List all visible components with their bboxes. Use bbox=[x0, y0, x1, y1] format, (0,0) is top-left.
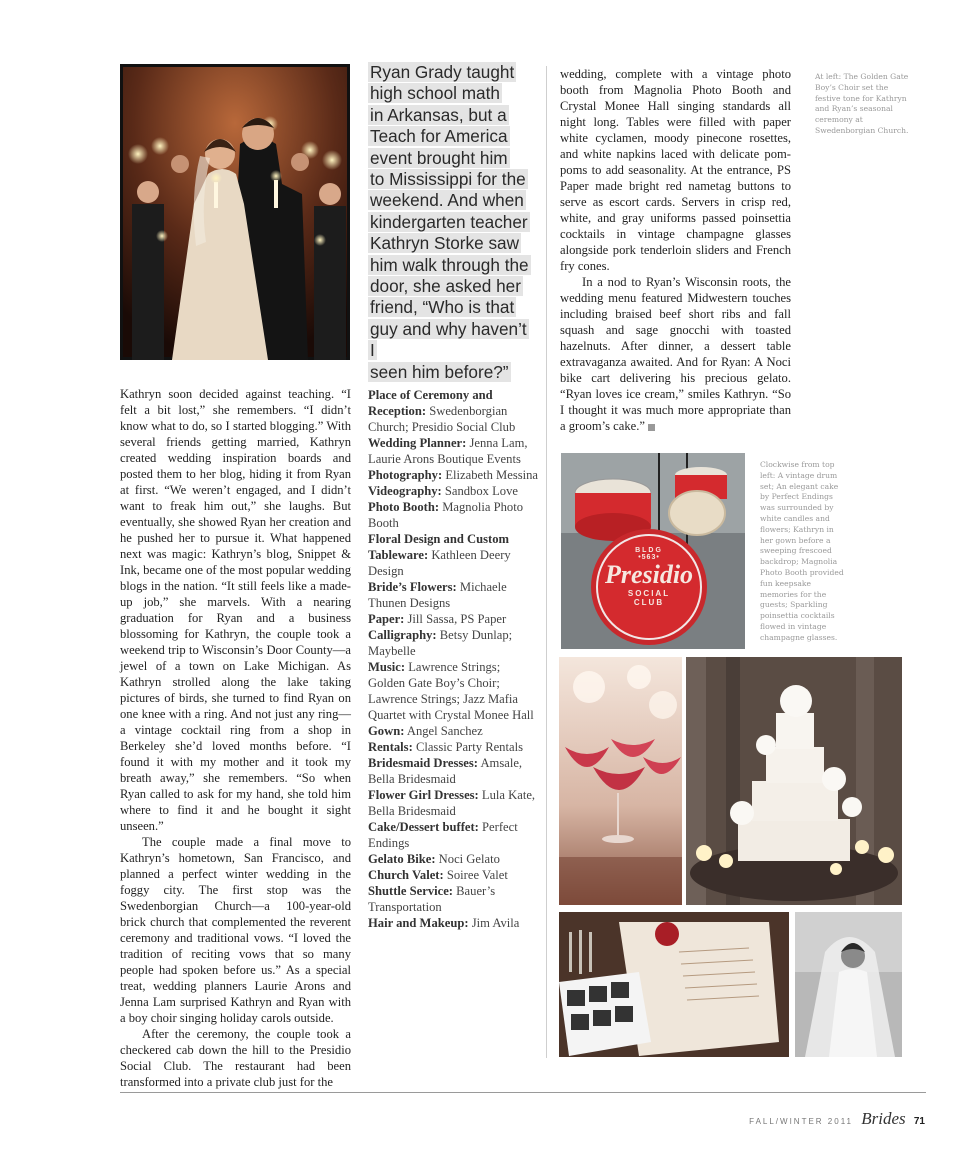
credit-label: Shuttle Service: bbox=[368, 884, 453, 898]
credit-item bbox=[368, 851, 538, 867]
pull-quote-line: Kathryn Storke saw bbox=[370, 233, 520, 254]
credit-item bbox=[368, 787, 538, 819]
body-column-3 bbox=[560, 66, 791, 434]
page-number: 71 bbox=[913, 1116, 925, 1127]
credit-value: Jim Avila bbox=[471, 916, 520, 930]
body-paragraph-text: In a nod to Ryan’s Wisconsin roots, the wedding menu featured Midwestern touches including braised beef short ribs and fall squash and sage gnocchi with toasted hazelnuts. After dinner, a dessert table extravaganza awaited. And for Ryan: A Noci bike cart delivering his precious gelato. “Ryan loves ice cream,” smiles Kathryn. “So I thought it was much more appropriate than a groom’s cake.” bbox=[560, 275, 791, 433]
pull-quote-line: Teach for America bbox=[370, 126, 508, 147]
drum-text-club: CLUB bbox=[633, 598, 665, 607]
pull-quote-line: guy and why haven’t I bbox=[370, 318, 527, 361]
footer-rule bbox=[120, 1092, 926, 1093]
caption-ceremony: At left: The Golden Gate Boy’s Choir set the festive tone for Kathryn and Ryan’s seasonal ceremony at Swedenborgian Church. bbox=[815, 72, 909, 135]
cake-photo bbox=[686, 657, 902, 905]
pull-quote-line: kindergarten teacher bbox=[370, 211, 528, 232]
end-mark-icon bbox=[648, 424, 655, 431]
credit-value: Michaele Thunen Designs bbox=[368, 580, 507, 610]
credit-value: Noci Gelato bbox=[438, 852, 500, 866]
credit-label: Place of Ceremony and Reception: bbox=[368, 388, 493, 418]
caption-collage: Clockwise from top left: A vintage drum set; An elegant cake by Perfect Endings was surrounded by white candles and flowers; Kathryn in her gown before a sweeping frescoed backdrop; Magnolia Photo Booth provided fun keepsake memories for the guests; Sparkling poinsettia cocktails flowed in vintage champagne glasses. bbox=[760, 460, 844, 642]
credit-item bbox=[368, 435, 538, 467]
issue-date: FALL/WINTER 2011 bbox=[749, 1117, 854, 1126]
credit-item bbox=[368, 499, 538, 531]
body-paragraph: The couple made a final move to Kathryn’s hometown, San Francisco, and planned a perfect winter wedding in the foggy city. The first stop was the Swedenborgian Church—a 100-year-old brick church that complemented the reverent ceremony and traditional vows. “I loved the tradition of reciting vows that so many people had spoken before us.” As a special treat, wedding planners Laurie Arons and Jenna Lam surprised Kathryn and Ryan with a boy choir singing holiday carols outside. bbox=[120, 835, 351, 1025]
credit-label: Paper: bbox=[368, 612, 405, 626]
credit-value: Magnolia Photo Booth bbox=[368, 500, 523, 530]
credit-label: Music: bbox=[368, 660, 406, 674]
ceremony-photo bbox=[120, 64, 350, 360]
credit-label: Gelato Bike: bbox=[368, 852, 436, 866]
credit-value: Elizabeth Messina bbox=[445, 468, 539, 482]
credit-label: Photo Booth: bbox=[368, 500, 440, 514]
body-column-1 bbox=[120, 386, 351, 1090]
credit-value: Betsy Dunlap; Maybelle bbox=[368, 628, 513, 658]
credit-item bbox=[368, 739, 538, 755]
drum-text-social: SOCIAL bbox=[627, 589, 671, 598]
credit-label: Hair and Makeup: bbox=[368, 916, 469, 930]
credit-item bbox=[368, 627, 538, 659]
credit-value: Jenna Lam, Laurie Arons Boutique Events bbox=[368, 436, 528, 466]
credit-label: Floral Design and Custom Tableware: bbox=[368, 532, 509, 562]
pull-quote-line: high school math bbox=[370, 83, 500, 104]
body-paragraph bbox=[560, 274, 791, 434]
credit-item bbox=[368, 483, 538, 499]
credit-item bbox=[368, 659, 538, 723]
drum-text-number: •563• bbox=[638, 554, 660, 561]
credit-item bbox=[368, 723, 538, 739]
pull-quote-line: him walk through the bbox=[370, 254, 529, 275]
credit-item bbox=[368, 579, 538, 611]
credit-value: Lawrence Strings; Golden Gate Boy’s Choir; Lawrence Strings; Jazz Mafia Quartet with Crystal Monee Hall bbox=[368, 660, 534, 722]
credit-item bbox=[368, 883, 538, 915]
drum-photo bbox=[561, 453, 745, 649]
credit-value: Jill Sassa, PS Paper bbox=[407, 612, 507, 626]
cocktails-photo bbox=[559, 657, 682, 905]
drum-text-bldg: BLDG bbox=[635, 547, 663, 554]
pull-quote-line: in Arkansas, but a bbox=[370, 104, 507, 125]
credit-label: Bride’s Flowers: bbox=[368, 580, 457, 594]
pull-quote-line: seen him before?” bbox=[370, 361, 509, 382]
credit-label: Videography: bbox=[368, 484, 442, 498]
credit-value: Swedenborgian Church; Presidio Social Club bbox=[368, 404, 516, 434]
credit-item bbox=[368, 819, 538, 851]
credit-item bbox=[368, 611, 538, 627]
credit-label: Cake/Dessert buffet: bbox=[368, 820, 479, 834]
credit-label: Church Valet: bbox=[368, 868, 444, 882]
body-paragraph: wedding, complete with a vintage photo booth from Magnolia Photo Booth and Crystal Monee Hall singing standards all night long. Tables were filled with paper white cyclamen, moody pinecone rosettes, and white napkins laced with delicate pom-poms to add seasonality. At the entrance, PS Paper made bright red nametag buttons to serve as escort cards. Servers in crisp red, white, and gray uniforms passed poinsettia cocktails in vintage champagne glasses alongside pork tenderloin sliders and French fry cones. bbox=[560, 67, 791, 273]
credit-label: Flower Girl Dresses: bbox=[368, 788, 479, 802]
credit-value: Classic Party Rentals bbox=[415, 740, 523, 754]
credit-value: Kathleen Deery Design bbox=[368, 548, 511, 578]
pull-quote-line: Ryan Grady taught bbox=[370, 62, 515, 82]
body-paragraph: After the ceremony, the couple took a checkered cab down the hill to the Presidio Social Club. The restaurant had been transformed into a private club just for the bbox=[120, 1027, 351, 1089]
page-footer bbox=[700, 1109, 925, 1129]
credit-value: Bauer’s Transportation bbox=[368, 884, 496, 914]
credit-item bbox=[368, 387, 538, 435]
body-paragraph: Kathryn soon decided against teaching. “I felt a bit lost,” she remembers. “I didn’t know what to do, so I started blogging.” With several friends getting married, Kathryn created wedding inspiration boards and posted them to her blog, hiding it from Ryan at first. “We weren’t engaged, and I didn’t want to freak him out,” she laughs. But eventually, she showed Ryan her creation and he pushed her to pursue it. What happened next was magic: Kathryn’s blog, Snippet & Ink, became one of the most popular wedding blogs in the nation. “It still feels like a made-up job,” she marvels. With a nearing graduation for Ryan and a business blossoming for Kathryn, the couple took a weekend trip to Wisconsin’s Door County—a jewel of a town on Lake Michigan. As Kathryn strolled along the lake taking pictures of birds, she turned to find Ryan on one knee with a ring. And not just any ring—a vintage cocktail ring from a shop in Berkeley she’d loved months before. “I found it with my mother and it took my breath away,” she remembers. “So when Ryan called to ask for my hand, she told him where to find it and he bought it sight unseen.” bbox=[120, 387, 351, 833]
pull-quote-line: event brought him bbox=[370, 147, 508, 168]
credit-value: Lula Kate, Bella Bridesmaid bbox=[368, 788, 536, 818]
credit-item bbox=[368, 867, 538, 883]
credit-label: Bridesmaid Dresses: bbox=[368, 756, 478, 770]
credit-item bbox=[368, 531, 538, 579]
credit-label: Wedding Planner: bbox=[368, 436, 467, 450]
credit-item bbox=[368, 467, 538, 483]
credit-item bbox=[368, 755, 538, 787]
credit-label: Calligraphy: bbox=[368, 628, 437, 642]
credit-value: Angel Sanchez bbox=[406, 724, 483, 738]
menu-photobooth-photo bbox=[559, 912, 789, 1057]
bride-portrait-photo bbox=[795, 912, 902, 1057]
column-divider bbox=[546, 66, 547, 1058]
credit-item bbox=[368, 915, 538, 931]
credit-value: Perfect Endings bbox=[368, 820, 518, 850]
drum-script-logo: Presidio bbox=[604, 560, 694, 589]
vendor-credits bbox=[368, 387, 538, 931]
magazine-logo: Brides bbox=[861, 1109, 906, 1128]
pull-quote-line: to Mississippi for the bbox=[370, 169, 526, 190]
pull-quote bbox=[368, 62, 533, 383]
pull-quote-line: friend, “Who is that bbox=[370, 297, 515, 318]
credit-value: Amsale, Bella Bridesmaid bbox=[368, 756, 523, 786]
pull-quote-line: weekend. And when bbox=[370, 190, 524, 211]
credit-label: Gown: bbox=[368, 724, 405, 738]
pull-quote-line: door, she asked her bbox=[370, 276, 521, 297]
credit-label: Rentals: bbox=[368, 740, 413, 754]
credit-label: Photography: bbox=[368, 468, 443, 482]
credit-value: Soiree Valet bbox=[446, 868, 508, 882]
credit-value: Sandbox Love bbox=[444, 484, 518, 498]
